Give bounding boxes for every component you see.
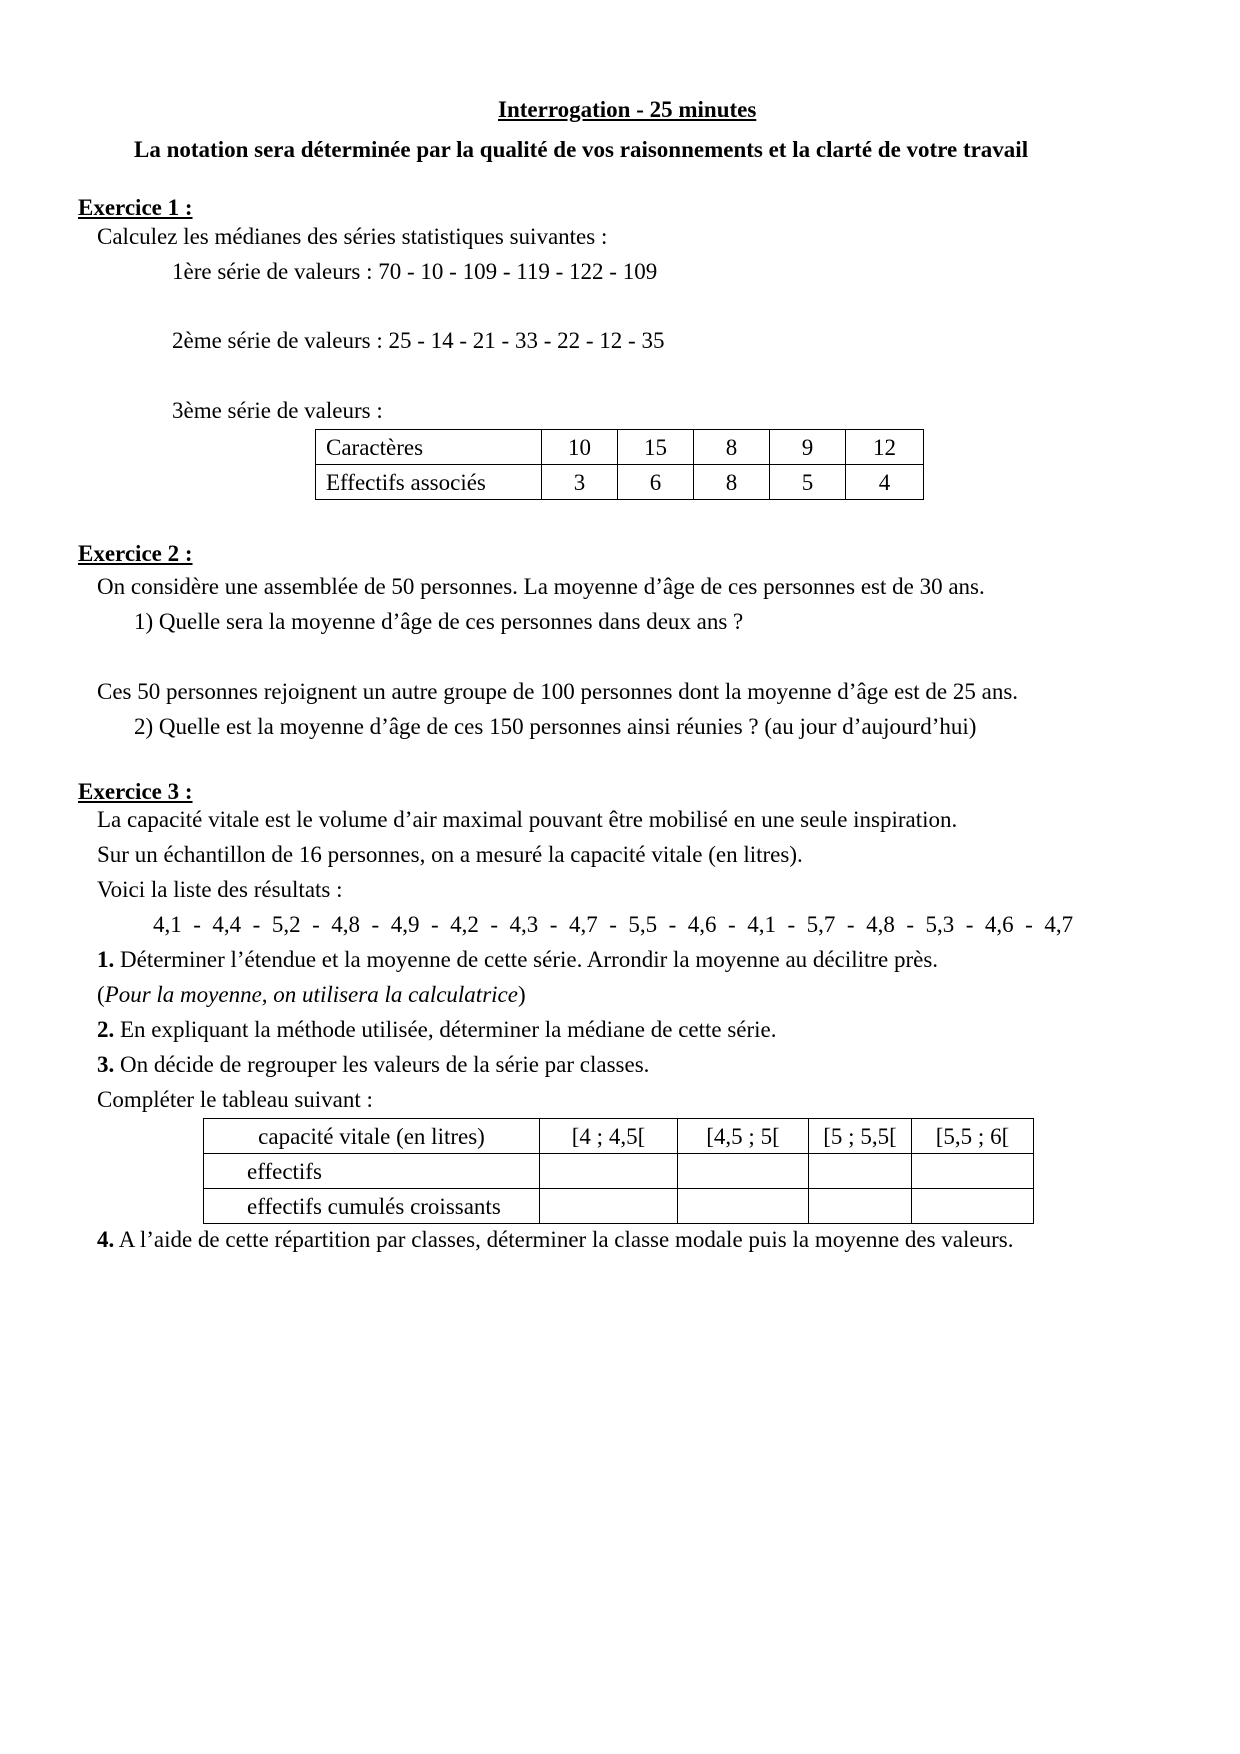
table-row (204, 1119, 1034, 1154)
question-number: 1. (97, 947, 115, 972)
table-cell: 8 (694, 430, 770, 465)
value-separator: - (775, 912, 807, 937)
exercise-3-question-2 (97, 1018, 777, 1041)
exercise-3-heading: Exercice 3 : (78, 779, 193, 804)
table-cell: 8 (694, 465, 770, 500)
table-cell: effectifs cumulés croissants (204, 1189, 540, 1224)
value-item: 4,9 (390, 912, 420, 937)
value-item: 4,2 (450, 912, 479, 937)
value-separator: - (300, 912, 332, 937)
value-separator: - (538, 912, 569, 937)
value-separator: - (181, 912, 213, 937)
value-separator: - (716, 912, 748, 937)
table-cell: Effectifs associés (316, 465, 542, 500)
exercise-2-question-1: 1) Quelle sera la moyenne d’âge de ces personnes dans deux ans ? (134, 609, 744, 634)
value-separator: - (1013, 912, 1045, 937)
value-separator: - (419, 912, 451, 937)
value-item: 5,5 (628, 912, 658, 937)
exercise-1-heading: Exercice 1 : (78, 195, 193, 220)
exercise-3-question-3 (97, 1053, 649, 1076)
page-title: Interrogation - 25 minutes (498, 97, 757, 122)
value-separator: - (954, 912, 985, 937)
value-item: 4,7 (1044, 912, 1074, 937)
table-cell[interactable] (678, 1154, 809, 1189)
value-item: 4,8 (331, 912, 361, 937)
table-cell[interactable] (540, 1154, 678, 1189)
table-cell: 10 (542, 430, 618, 465)
table-cell: 9 (770, 430, 846, 465)
exercise-2-paragraph-2: Ces 50 personnes rejoignent un autre groupe de 100 personnes dont la moyenne d’âge est de 25 ans. (97, 679, 1019, 704)
exercise-3-line-3: Voici la liste des résultats : (97, 877, 343, 902)
table-cell[interactable] (540, 1189, 678, 1224)
table-row (316, 430, 924, 465)
exercise-3-question-3-sub: Compléter le tableau suivant : (97, 1087, 373, 1112)
question-text: On décide de regrouper les valeurs de la série par classes. (114, 1052, 650, 1077)
table-cell: 4 (846, 465, 924, 500)
value-item: 4,4 (212, 912, 242, 937)
question-text: En expliquant la méthode utilisée, déterminer la médiane de cette série. (114, 1017, 777, 1042)
value-item: 5,7 (806, 912, 836, 937)
table-cell: Caractères (316, 430, 542, 465)
exercise-3-values (153, 913, 1073, 936)
table-cell[interactable] (678, 1189, 809, 1224)
value-separator: - (360, 912, 391, 937)
question-number: 2. (97, 1017, 115, 1042)
exercise-3-line-2: Sur un échantillon de 16 personnes, on a mesuré la capacité vitale (en litres). (97, 842, 803, 867)
exercise-2-heading: Exercice 2 : (78, 541, 193, 566)
table-cell: 15 (618, 430, 694, 465)
serie-3-table (315, 429, 924, 500)
note-text: Pour la moyenne, on utilisera la calculatrice (104, 982, 518, 1007)
question-text: A l’aide de cette répartition par classes, déterminer la classe modale puis la moyenne des valeurs. (114, 1227, 1014, 1252)
table-cell[interactable] (809, 1154, 912, 1189)
table-row (316, 465, 924, 500)
value-separator: - (894, 912, 926, 937)
value-item: 4,6 (984, 912, 1014, 937)
note-close: ) (517, 982, 526, 1007)
value-separator: - (597, 912, 629, 937)
table-row (204, 1189, 1034, 1224)
exercise-3-line-1: La capacité vitale est le volume d’air maximal pouvant être mobilisé en une seule inspiration. (97, 807, 958, 832)
value-item: 4,8 (866, 912, 895, 937)
table-cell[interactable] (912, 1154, 1034, 1189)
table-cell: 6 (618, 465, 694, 500)
value-item: 5,2 (271, 912, 301, 937)
table-header-cell: [4,5 ; 5[ (678, 1119, 809, 1154)
serie-1: 1ère série de valeurs : 70 - 10 - 109 - 119 - 122 - 109 (172, 259, 658, 284)
table-header-cell: [5 ; 5,5[ (809, 1119, 912, 1154)
exercise-3-question-1 (97, 948, 938, 971)
note-open: ( (97, 982, 105, 1007)
value-item: 4,3 (509, 912, 539, 937)
exercise-3-question-1-note (97, 983, 526, 1006)
table-header-cell: [4 ; 4,5[ (540, 1119, 678, 1154)
table-cell[interactable] (809, 1189, 912, 1224)
table-cell: 3 (542, 465, 618, 500)
table-cell[interactable] (912, 1189, 1034, 1224)
serie-3: 3ème série de valeurs : (172, 398, 383, 423)
question-number: 4. (97, 1227, 115, 1252)
table-header-cell: [5,5 ; 6[ (912, 1119, 1034, 1154)
value-separator: - (241, 912, 272, 937)
exercise-2-intro: On considère une assemblée de 50 personnes. La moyenne d’âge de ces personnes est de 30 ans. (97, 574, 985, 599)
serie-2: 2ème série de valeurs : 25 - 14 - 21 - 33 - 22 - 12 - 35 (172, 328, 665, 353)
value-item: 4,6 (687, 912, 717, 937)
table-cell: effectifs (204, 1154, 540, 1189)
exercise-1-intro: Calculez les médianes des séries statistiques suivantes : (97, 224, 608, 249)
classes-table (203, 1118, 1034, 1224)
table-row (204, 1154, 1034, 1189)
value-separator: - (478, 912, 510, 937)
value-item: 5,3 (925, 912, 955, 937)
value-item: 4,1 (747, 912, 776, 937)
value-item: 4,1 (153, 912, 182, 937)
value-separator: - (657, 912, 688, 937)
table-cell: 12 (846, 430, 924, 465)
table-header-cell: capacité vitale (en litres) (204, 1119, 540, 1154)
page-subtitle: La notation sera déterminée par la qualité de vos raisonnements et la clarté de votre travail (134, 137, 1029, 162)
table-cell: 5 (770, 465, 846, 500)
exercise-3-question-4 (97, 1228, 1013, 1251)
value-separator: - (835, 912, 867, 937)
question-number: 3. (97, 1052, 115, 1077)
question-text: Déterminer l’étendue et la moyenne de cette série. Arrondir la moyenne au décilitre près. (114, 947, 939, 972)
value-item: 4,7 (568, 912, 598, 937)
exercise-2-question-2: 2) Quelle est la moyenne d’âge de ces 150 personnes ainsi réunies ? (au jour d’aujourd’hui) (134, 714, 977, 739)
